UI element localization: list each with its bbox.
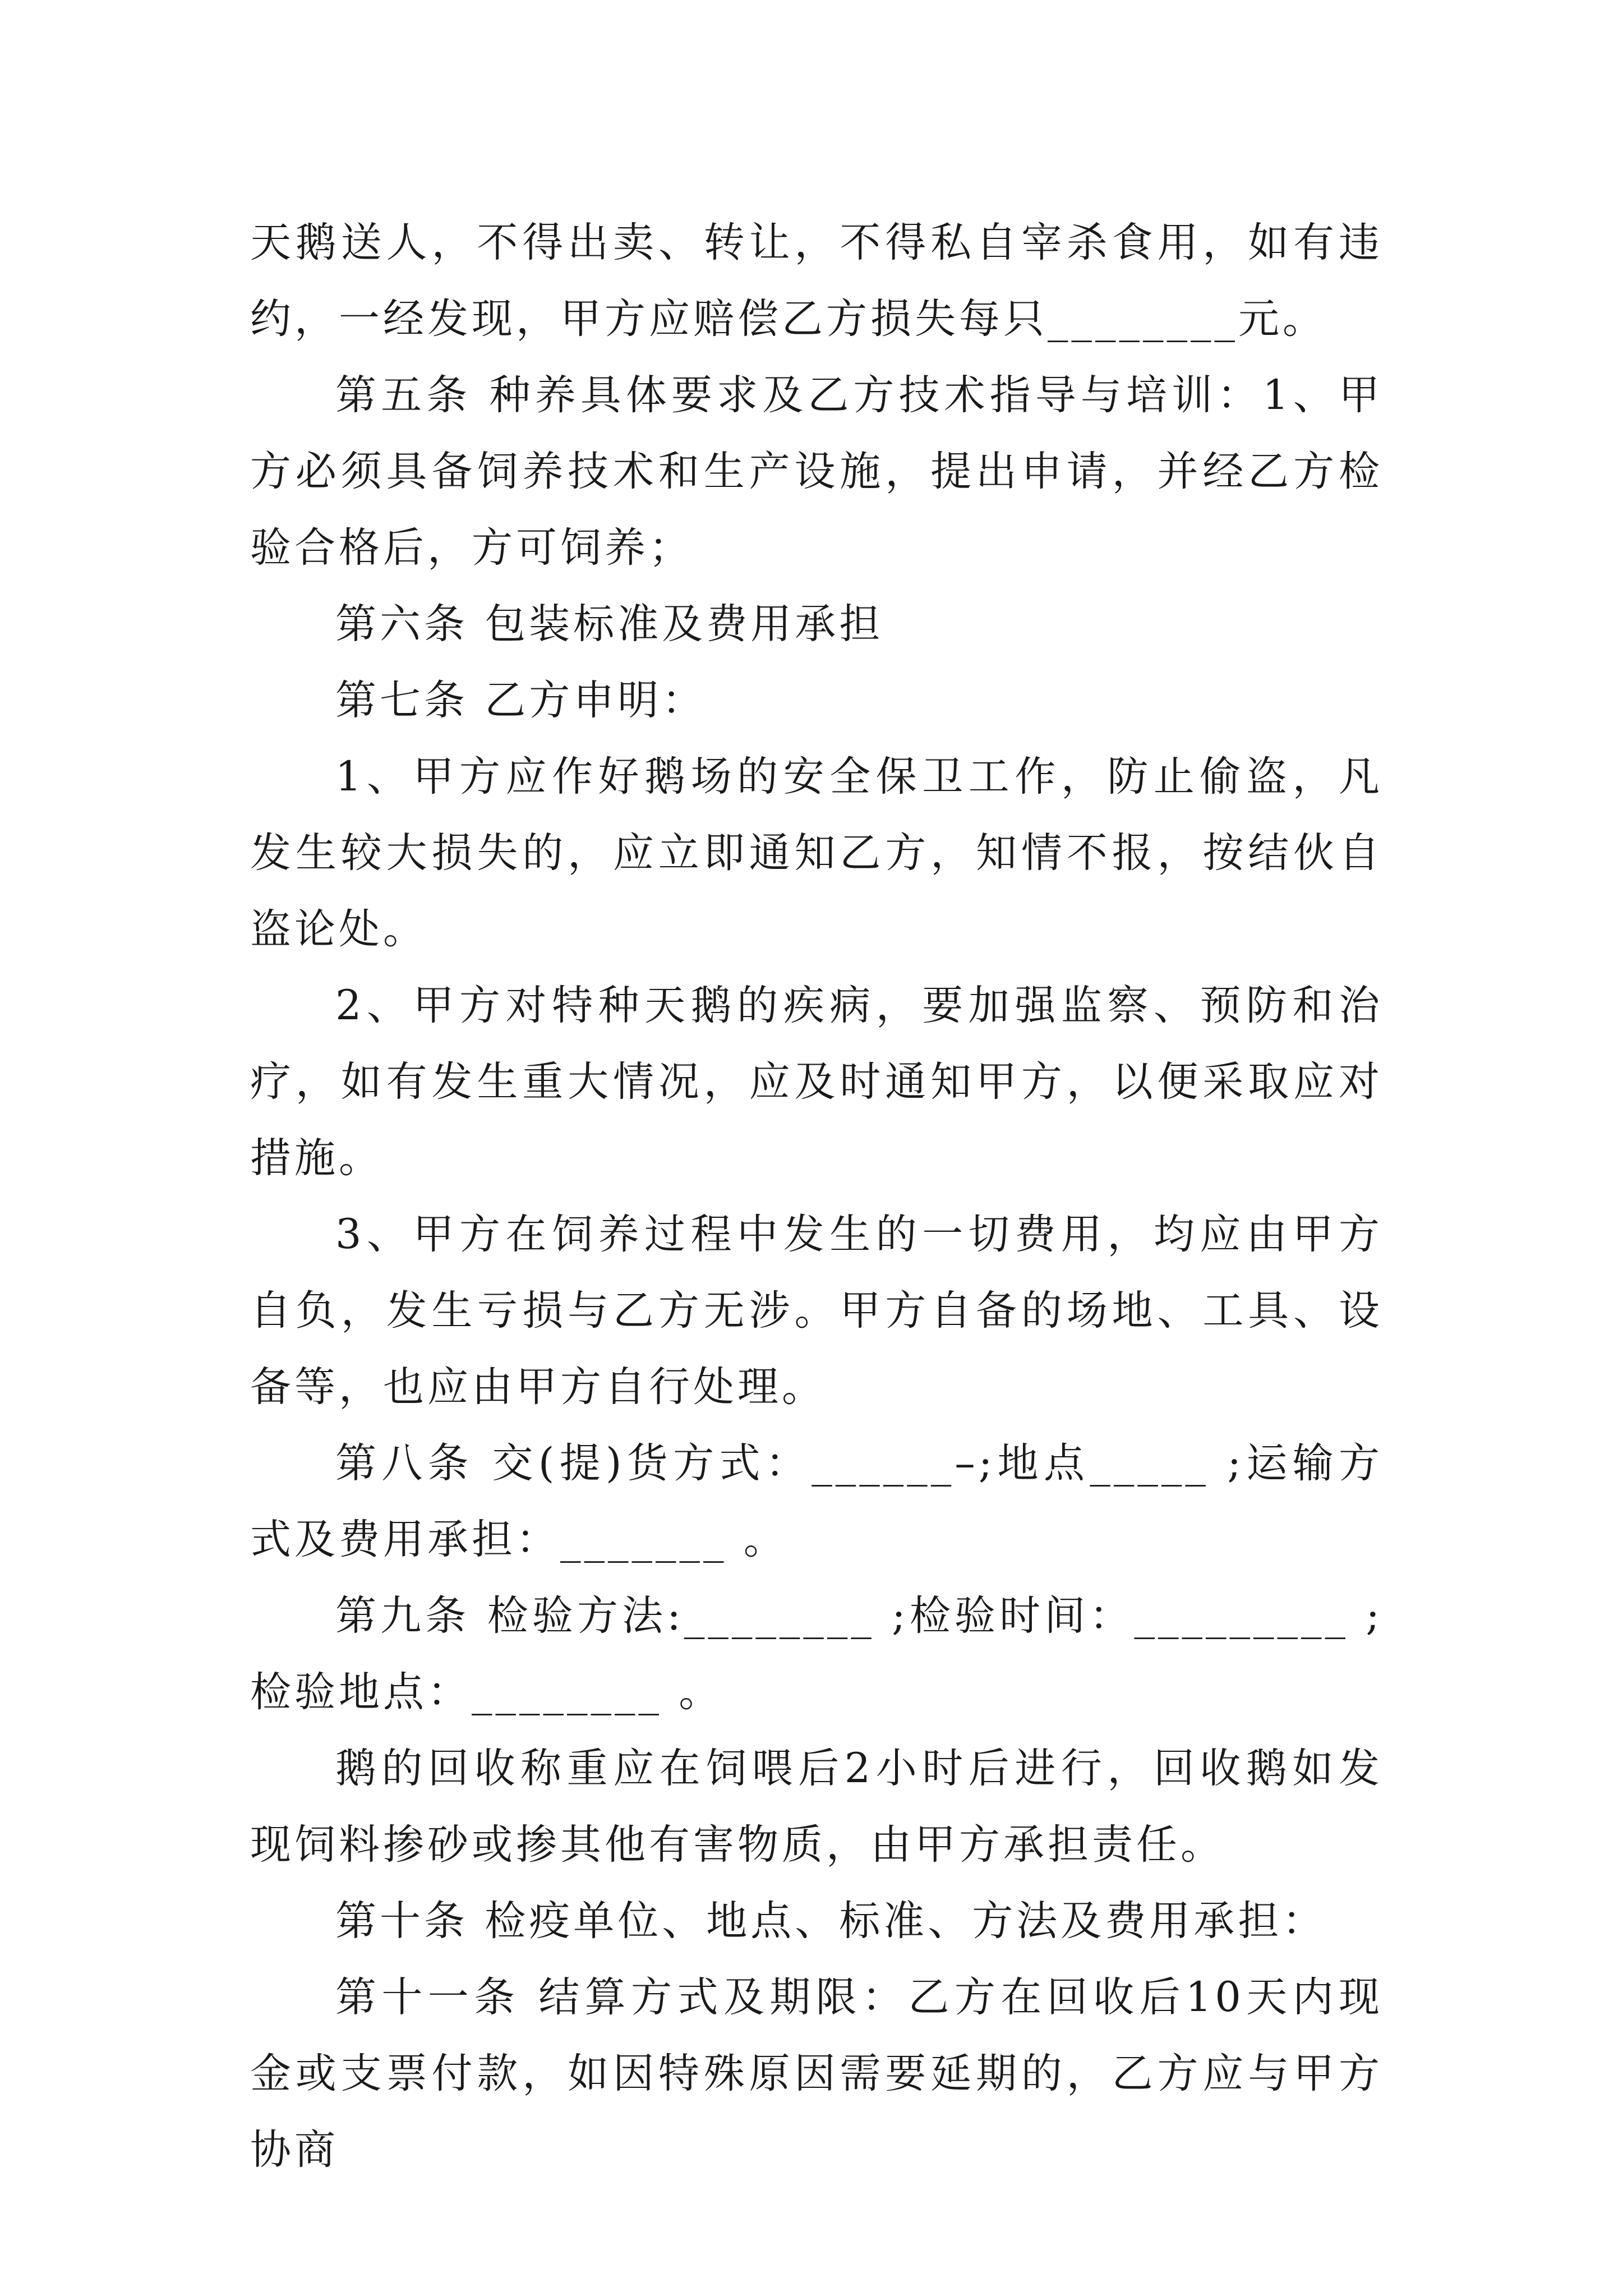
paragraph-article-8: 第八条 交(提)货方式：______–;地点_____ ;运输方式及费用承担：_______ 。: [250, 1439, 1383, 1563]
paragraph-article-11: 第十一条 结算方式及期限：乙方在回收后10天内现金或支票付款，如因特殊原因需要延期的，乙方应与甲方协商: [250, 1973, 1383, 2174]
document-body: [250, 205, 1383, 2188]
paragraph-article-6: 第六条 包装标准及费用承担: [335, 600, 884, 648]
paragraph-item-2: 2、甲方对特种天鹅的疾病，要加强监察、预防和治疗，如有发生重大情况，应及时通知甲方，以便采取应对措施。: [250, 982, 1383, 1182]
paragraph-article-10: 第十条 检疫单位、地点、标准、方法及费用承担：: [335, 1897, 1327, 1945]
paragraph-article-7: 第七条 乙方申明：: [335, 677, 707, 724]
paragraph-item-1: 1、甲方应作好鹅场的安全保卫工作，防止偷盗，凡发生较大损失的，应立即通知乙方，知情不报，按结伙自盗论处。: [250, 753, 1383, 953]
paragraph-article-5: 第五条 种养具体要求及乙方技术指导与培训：1、甲方必须具备饲养技术和生产设施，提出申请，并经乙方检验合格后，方可饲养；: [250, 371, 1383, 572]
paragraph-article-9: 第九条 检验方法:________ ;检验时间：_________ ;检验地点：________ 。: [250, 1592, 1383, 1716]
paragraph-weighing: 鹅的回收称重应在饲喂后2小时后进行，回收鹅如发现饲料掺砂或掺其他有害物质，由甲方承担责任。: [250, 1745, 1383, 1869]
paragraph-continuation: 天鹅送人，不得出卖、转让，不得私自宰杀食用，如有违约，一经发现，甲方应赔偿乙方损失每只________元。: [250, 219, 1383, 343]
paragraph-item-3: 3、甲方在饲养过程中发生的一切费用，均应由甲方自负，发生亏损与乙方无涉。甲方自备的场地、工具、设备等，也应由甲方自行处理。: [250, 1211, 1383, 1411]
